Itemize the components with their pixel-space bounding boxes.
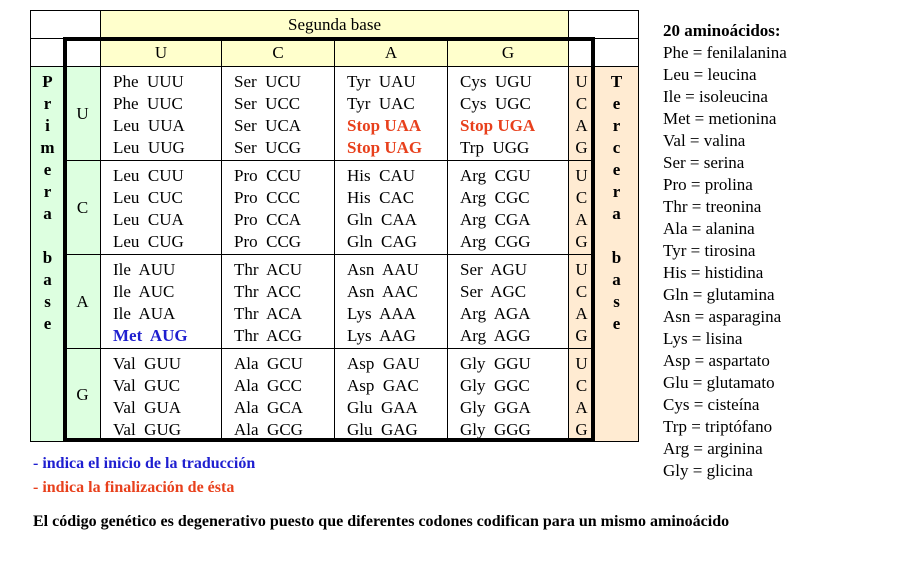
codon-entry: Gln CAG	[347, 232, 417, 251]
corner-right	[568, 38, 639, 67]
aminoacid-item: His = histidina	[663, 263, 764, 282]
codon-cell	[221, 348, 335, 442]
second-base-U: U	[100, 38, 222, 67]
tercera-base-letter: s	[613, 292, 620, 311]
codon-cell	[221, 66, 335, 161]
codon-entry: Pro CCG	[234, 232, 302, 251]
tercera-base-letter: T	[610, 72, 623, 91]
codon-entry: Val GUA	[113, 398, 181, 417]
codon-cell	[100, 160, 222, 255]
corner-top-right	[568, 10, 639, 39]
footer-statement: El código genético es degenerativo puesto que diferentes codones codifican para un mismo aminoácido	[33, 513, 730, 530]
third-base-letter: C	[575, 376, 588, 395]
codon-entry: Gly GGG	[460, 420, 531, 439]
codon-entry: Gln CAA	[347, 210, 417, 229]
primera-base-letter: s	[44, 292, 51, 311]
codon-entry: Asn AAU	[347, 260, 419, 279]
aminoacid-item: Ala = alanina	[663, 219, 755, 238]
aminoacid-item: Gly = glicina	[663, 461, 753, 480]
codon-entry: Asp GAC	[347, 376, 419, 395]
codon-entry: Val GUU	[113, 354, 181, 373]
codon-entry: Pro CCC	[234, 188, 301, 207]
codon-entry: Ser UCU	[234, 72, 302, 91]
codon-entry: Thr ACG	[234, 326, 302, 345]
aminoacid-item: Ile = isoleucina	[663, 87, 768, 106]
codon-entry: Ser AGU	[460, 260, 528, 279]
codon-entry: Ser UCA	[234, 116, 302, 135]
codon-cell	[447, 160, 569, 255]
primera-base-letter: a	[43, 270, 52, 289]
aminoacid-item: Arg = arginina	[663, 439, 763, 458]
codon-entry: Stop UAG	[347, 138, 423, 157]
aminoacid-item: Pro = prolina	[663, 175, 753, 194]
codon-entry: Arg AGG	[460, 326, 531, 345]
third-base-letter: A	[575, 304, 588, 323]
aminoacid-item: Phe = fenilalanina	[663, 43, 787, 62]
codon-entry: Stop UAA	[347, 116, 422, 135]
codon-entry: Leu CUA	[113, 210, 184, 229]
tercera-base-label	[594, 66, 639, 442]
aminoacid-item: Asn = asparagina	[663, 307, 782, 326]
third-base-column	[568, 66, 595, 161]
codon-entry: Ser UCG	[234, 138, 302, 157]
codon-entry: Arg CGC	[460, 188, 530, 207]
second-base-C: C	[221, 38, 335, 67]
codon-entry: Ser AGC	[460, 282, 527, 301]
first-base-U: U	[64, 66, 101, 161]
third-base-letter: G	[575, 138, 588, 157]
first-base-A: A	[64, 254, 101, 349]
codon-entry: His CAU	[347, 166, 416, 185]
codon-entry: Thr ACC	[234, 282, 302, 301]
segunda-base-header: Segunda base	[100, 10, 569, 39]
aminoacid-item: Gln = glutamina	[663, 285, 775, 304]
aminoacid-list	[663, 20, 787, 482]
aminoacid-item: Cys = cisteína	[663, 395, 760, 414]
third-base-letter: C	[575, 282, 588, 301]
codon-entry: Met AUG	[113, 326, 188, 345]
codon-entry: Tyr UAU	[347, 72, 416, 91]
codon-entry: Lys AAG	[347, 326, 416, 345]
codon-entry: Arg CGA	[460, 210, 531, 229]
primera-base-letter: r	[43, 182, 52, 201]
codon-entry: Ala GCU	[234, 354, 303, 373]
aminoacid-item: Glu = glutamato	[663, 373, 775, 392]
third-base-column	[568, 160, 595, 255]
first-base-G: G	[64, 348, 101, 442]
codon-entry: Trp UGG	[460, 138, 530, 157]
third-base-letter: U	[575, 260, 588, 279]
codon-cell	[447, 348, 569, 442]
codon-entry: Asn AAC	[347, 282, 418, 301]
codon-entry: Lys AAA	[347, 304, 416, 323]
codon-entry: Phe UUC	[113, 94, 183, 113]
codon-entry: Ala GCG	[234, 420, 303, 439]
primera-base-letter	[31, 225, 64, 247]
aminoacid-item: Val = valina	[663, 131, 746, 150]
codon-entry: Cys UGC	[460, 94, 531, 113]
tercera-base-letter: b	[611, 248, 622, 267]
third-base-letter: A	[575, 398, 588, 417]
codon-cell	[447, 254, 569, 349]
codon-entry: Stop UGA	[460, 116, 536, 135]
tercera-base-letter: r	[612, 182, 621, 201]
codon-entry: Thr ACU	[234, 260, 302, 279]
first-base-C: C	[64, 160, 101, 255]
third-base-column	[568, 348, 595, 442]
codon-entry: Gly GGC	[460, 376, 530, 395]
tercera-base-letter: a	[612, 204, 621, 223]
codon-cell	[334, 348, 448, 442]
codon-entry: Glu GAA	[347, 398, 418, 417]
primera-base-letter: P	[42, 72, 53, 91]
third-base-letter: U	[575, 354, 588, 373]
primera-base-label	[30, 66, 65, 442]
third-base-letter: C	[575, 94, 588, 113]
codon-entry: Phe UUU	[113, 72, 184, 91]
tercera-base-letter	[595, 225, 638, 247]
codon-entry: Arg CGG	[460, 232, 531, 251]
codon-entry: Thr ACA	[234, 304, 302, 323]
codon-cell	[221, 160, 335, 255]
aminoacid-list-title: 20 aminoácidos:	[663, 21, 781, 40]
codon-cell	[221, 254, 335, 349]
aminoacid-item: Trp = triptófano	[663, 417, 773, 436]
start-note: - indica el inicio de la traducción	[33, 455, 256, 472]
second-base-G: G	[447, 38, 569, 67]
codon-entry: Ala GCA	[234, 398, 303, 417]
codon-entry: Glu GAG	[347, 420, 418, 439]
primera-base-letter: b	[42, 248, 53, 267]
third-base-letter: A	[575, 210, 588, 229]
codon-entry: His CAC	[347, 188, 415, 207]
codon-entry: Val GUG	[113, 420, 181, 439]
codon-entry: Leu CUU	[113, 166, 184, 185]
codon-cell	[334, 160, 448, 255]
tercera-base-letter: e	[612, 314, 621, 333]
tercera-base-letter: a	[612, 270, 621, 289]
tercera-base-letter: c	[612, 138, 621, 157]
codon-cell	[100, 254, 222, 349]
aminoacid-item: Tyr = tirosina	[663, 241, 756, 260]
primera-base-letter: r	[43, 94, 52, 113]
codon-entry: Ile AUC	[113, 282, 175, 301]
third-base-letter: G	[575, 232, 588, 251]
codon-entry: Pro CCU	[234, 166, 302, 185]
third-base-column	[568, 254, 595, 349]
tercera-base-letter: e	[612, 94, 621, 113]
tercera-base-letter: r	[612, 116, 621, 135]
third-base-letter: U	[575, 72, 588, 91]
codon-entry: Arg AGA	[460, 304, 531, 323]
third-base-letter: C	[575, 188, 588, 207]
stop-note: - indica la finalización de ésta	[33, 479, 235, 496]
aminoacid-item: Lys = lisina	[663, 329, 743, 348]
codon-entry: Pro CCA	[234, 210, 302, 229]
codon-entry: Ser UCC	[234, 94, 301, 113]
codon-entry: Leu UUA	[113, 116, 185, 135]
codon-entry: Asp GAU	[347, 354, 420, 373]
corner-top	[30, 10, 101, 39]
third-base-letter: G	[575, 326, 588, 345]
third-base-letter: A	[575, 116, 588, 135]
aminoacid-item: Thr = treonina	[663, 197, 762, 216]
primera-base-letter: i	[45, 116, 50, 135]
codon-entry: Arg CGU	[460, 166, 531, 185]
primera-base-letter: e	[43, 314, 52, 333]
codon-entry: Cys UGU	[460, 72, 532, 91]
codon-entry: Gly GGA	[460, 398, 531, 417]
third-base-letter: U	[575, 166, 588, 185]
codon-entry: Leu CUG	[113, 232, 184, 251]
aminoacid-item: Ser = serina	[663, 153, 745, 172]
tercera-base-letter: e	[612, 160, 621, 179]
codon-entry: Leu CUC	[113, 188, 183, 207]
codon-entry: Ala GCC	[234, 376, 302, 395]
codon-entry: Gly GGU	[460, 354, 531, 373]
primera-base-letter: a	[43, 204, 52, 223]
third-base-letter: G	[575, 420, 588, 439]
codon-entry: Tyr UAC	[347, 94, 415, 113]
codon-entry: Ile AUA	[113, 304, 176, 323]
corner-left	[30, 38, 101, 67]
second-base-A: A	[334, 38, 448, 67]
primera-base-letter: m	[40, 138, 55, 157]
aminoacid-item: Leu = leucina	[663, 65, 757, 84]
codon-cell	[447, 66, 569, 161]
codon-entry: Val GUC	[113, 376, 181, 395]
codon-entry: Ile AUU	[113, 260, 176, 279]
aminoacid-item: Met = metionina	[663, 109, 777, 128]
aminoacid-item: Asp = aspartato	[663, 351, 770, 370]
codon-cell	[100, 66, 222, 161]
codon-cell	[334, 66, 448, 161]
codon-cell	[334, 254, 448, 349]
primera-base-letter: e	[43, 160, 52, 179]
codon-entry: Leu UUG	[113, 138, 185, 157]
codon-cell	[100, 348, 222, 442]
